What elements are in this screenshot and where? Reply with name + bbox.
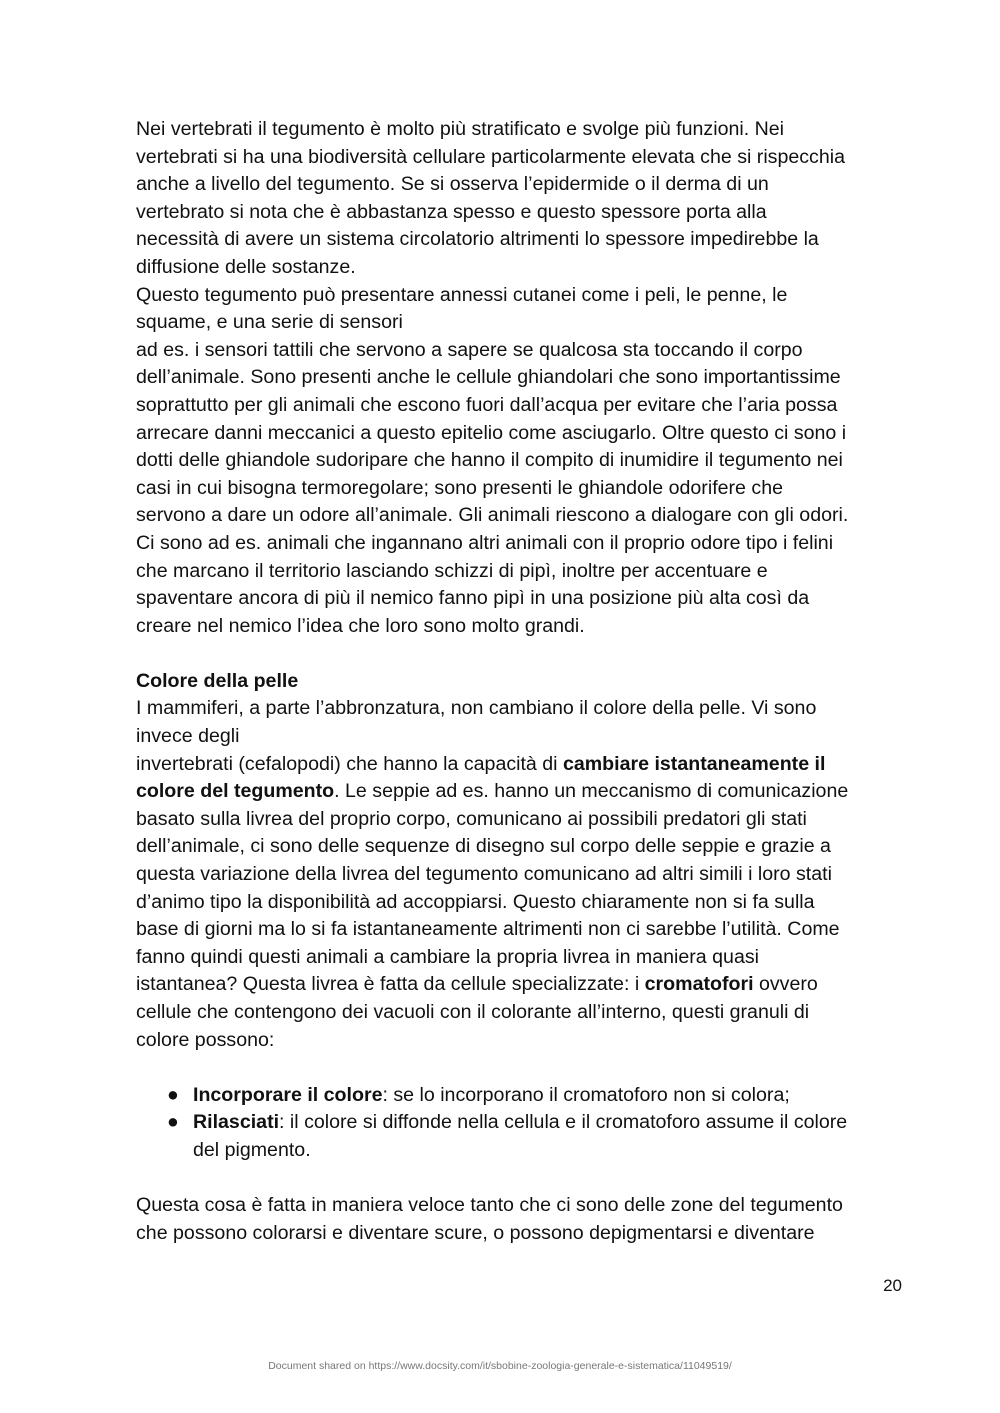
list-item: ● Incorporare il colore: se lo incorporano il cromatoforo non si colora; [136,1082,906,1110]
page-number: 20 [883,1276,902,1295]
bold-term: colore del tegumento [136,780,335,803]
paragraph-annessi-cutanei: Questo tegumento può presentare annessi cutanei come i peli, le penne, le squame, e una serie di sensori ad es. i sensori tattili che servono a sapere se qualcosa sta toccando il corpo dell’animale. Sono presenti anche le cellule ghiandolari che sono importantissime soprattutto per gli animali che escono fuori dall’acqua per evitare che l’aria possa arrecare danni meccanici a questo epitelio come asciugarlo. Oltre questo ci sono i dotti delle ghiandole sudoripare che hanno il compito di inumidire il tegumento nei casi in cui bisogna termoregolare; sono presenti le ghiandole odorifere che servono a dare un odore all’animale. Gli animali riescono a dialogare con gli odori. Ci sono ad es. animali che ingannano altri animali con il proprio odore tipo i felini che marcano il territorio lasciando schizzi di pipì, inoltre per accentuare e spaventare ancora di più il nemico fanno pipì in una posizione più alta così da creare nel nemico l’idea che loro sono molto grandi. [136,283,849,637]
paragraph-colore-pelle: I mammiferi, a parte l’abbronzatura, non cambiano il colore della pelle. Vi sono invece degli invertebrati (cefalopodi) che hanno la capacità di cambiare istantaneamente il colore del tegumento. Le seppie ad es. hanno un meccanismo di comunicazione basato sulla livrea del proprio corpo, comunicano ai possibili predatori gli stati dell’animale, ci sono delle sequenze di disegno sul corpo delle seppie e grazie a questa variazione della livrea del tegumento comunicano ad altri simili i loro stati d’animo tipo la disponibilità ad accoppiarsi. Questo chiaramente non si fa sulla base di giorni ma lo si fa istantaneamente altrimenti non ci sarebbe l’utilità. Come fanno quindi questi animali a cambiare la propria livrea in maniera quasi istantanea? Questa livrea è fatta da cellule specializzate: i cromatofori ovvero cellule che contengono dei vacuoli con il colorante all’interno, questi granuli di colore possono: [136,697,849,1051]
bold-term: cromatofori [644,973,754,996]
bold-term: cambiare istantaneamente il [562,752,826,775]
bullet-icon: ● [167,1111,179,1134]
footer-source-note: Document shared on https://www.docsity.com/it/sbobine-zoologia-generale-e-sistematica/11049519/ [268,1360,732,1372]
paragraph-spacer [136,1165,906,1193]
list-item: ● Rilasciati: il colore si diffonde nella cellula e il cromatoforo assume il colore del pigmento. [167,1111,848,1161]
page-content [136,116,906,1247]
paragraph-zone-tegumento: Questa cosa è fatta in maniera veloce tanto che ci sono delle zone del tegumento che possono colorarsi e diventare scure, o possono depigmentarsi e diventare [136,1194,843,1244]
bullet-list [136,1082,906,1165]
paragraph-spacer [136,1054,906,1082]
paragraph-spacer [136,640,906,668]
paragraph-vertebrati: Nei vertebrati il tegumento è molto più stratificato e svolge più funzioni. Nei vertebrati si ha una biodiversità cellulare particolarmente elevata che si rispecchia anche a livello del tegumento. Se si osserva l’epidermide o il derma di un vertebrato si nota che è abbastanza spesso e questo spessore porta alla necessità di avere un sistema circolatorio altrimenti lo spessore impedirebbe la diffusione delle sostanze. [136,118,846,278]
bold-term: Incorporare il colore [193,1083,383,1106]
bullet-icon: ● [167,1083,179,1106]
bold-term: Rilasciati [193,1111,280,1134]
section-heading: Colore della pelle [136,669,299,692]
